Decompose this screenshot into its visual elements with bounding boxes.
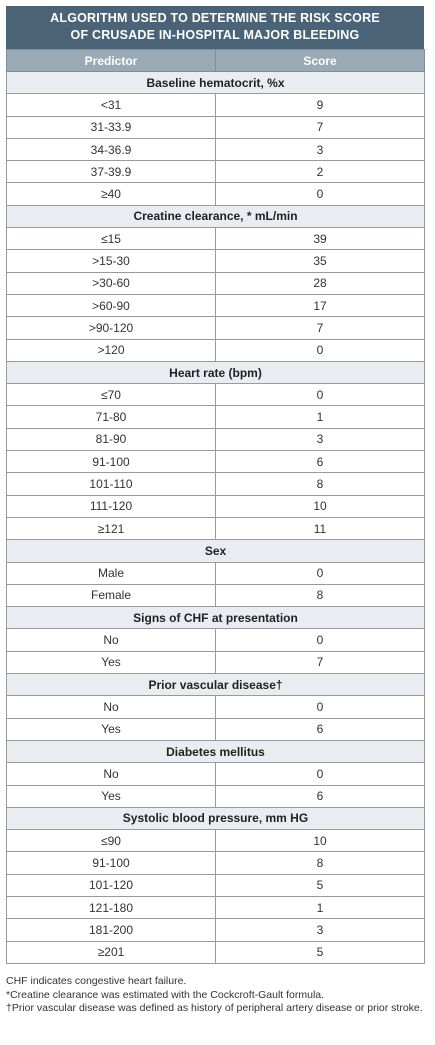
footnote-vascular: †Prior vascular disease was defined as history of peripheral artery disease or prior stroke. bbox=[6, 1002, 423, 1014]
predictor-cell: 121-180 bbox=[7, 896, 216, 918]
predictor-cell: ≥40 bbox=[7, 183, 216, 205]
score-cell: 35 bbox=[216, 250, 425, 272]
score-cell: 8 bbox=[216, 584, 425, 606]
score-cell: 1 bbox=[216, 896, 425, 918]
table-row bbox=[7, 116, 425, 138]
score-column-header: Score bbox=[216, 50, 425, 72]
section-heading: Heart rate (bpm) bbox=[7, 361, 425, 383]
score-cell: 6 bbox=[216, 718, 425, 740]
score-cell: 9 bbox=[216, 94, 425, 116]
score-cell: 6 bbox=[216, 785, 425, 807]
predictor-cell: 181-200 bbox=[7, 919, 216, 941]
predictor-cell: 111-120 bbox=[7, 495, 216, 517]
table-row bbox=[7, 785, 425, 807]
score-cell: 3 bbox=[216, 428, 425, 450]
score-cell: 0 bbox=[216, 763, 425, 785]
table-header-row bbox=[7, 50, 425, 72]
score-cell: 5 bbox=[216, 941, 425, 963]
predictor-cell: >30-60 bbox=[7, 272, 216, 294]
score-cell: 0 bbox=[216, 183, 425, 205]
score-cell: 1 bbox=[216, 406, 425, 428]
table-row bbox=[7, 651, 425, 673]
section-header-row bbox=[7, 72, 425, 94]
table-row bbox=[7, 495, 425, 517]
table-row bbox=[7, 294, 425, 316]
table-row bbox=[7, 718, 425, 740]
predictor-cell: No bbox=[7, 696, 216, 718]
table-row bbox=[7, 629, 425, 651]
table-row bbox=[7, 763, 425, 785]
section-header-row bbox=[7, 540, 425, 562]
predictor-cell: 91-100 bbox=[7, 451, 216, 473]
predictor-cell: Male bbox=[7, 562, 216, 584]
section-heading: Creatine clearance, * mL/min bbox=[7, 205, 425, 227]
table-row bbox=[7, 874, 425, 896]
predictor-cell: ≤15 bbox=[7, 228, 216, 250]
score-cell: 2 bbox=[216, 161, 425, 183]
table-row bbox=[7, 94, 425, 116]
table-row bbox=[7, 517, 425, 539]
predictor-cell: 81-90 bbox=[7, 428, 216, 450]
table-row bbox=[7, 339, 425, 361]
risk-score-table-container bbox=[6, 6, 424, 964]
table-row bbox=[7, 584, 425, 606]
predictor-cell: ≤70 bbox=[7, 384, 216, 406]
score-cell: 0 bbox=[216, 339, 425, 361]
predictor-cell: Yes bbox=[7, 718, 216, 740]
predictor-column-header: Predictor bbox=[7, 50, 216, 72]
section-header-row bbox=[7, 361, 425, 383]
table-row bbox=[7, 161, 425, 183]
predictor-cell: 37-39.9 bbox=[7, 161, 216, 183]
score-cell: 8 bbox=[216, 473, 425, 495]
table-row bbox=[7, 852, 425, 874]
table-row bbox=[7, 228, 425, 250]
section-header-row bbox=[7, 807, 425, 829]
risk-score-table bbox=[6, 49, 425, 964]
score-cell: 28 bbox=[216, 272, 425, 294]
predictor-cell: 91-100 bbox=[7, 852, 216, 874]
table-row bbox=[7, 473, 425, 495]
section-header-row bbox=[7, 205, 425, 227]
table-title bbox=[6, 6, 424, 49]
table-row bbox=[7, 562, 425, 584]
table-title-line-2: OF CRUSADE IN-HOSPITAL MAJOR BLEEDING bbox=[70, 28, 360, 42]
predictor-cell: <31 bbox=[7, 94, 216, 116]
predictor-cell: No bbox=[7, 763, 216, 785]
score-cell: 0 bbox=[216, 696, 425, 718]
score-cell: 6 bbox=[216, 451, 425, 473]
table-row bbox=[7, 384, 425, 406]
table-row bbox=[7, 183, 425, 205]
predictor-cell: Yes bbox=[7, 651, 216, 673]
table-body bbox=[7, 72, 425, 964]
footnote-creatine: *Creatine clearance was estimated with the Cockcroft-Gault formula. bbox=[6, 988, 325, 1001]
table-row bbox=[7, 941, 425, 963]
table-title-line-1: ALGORITHM USED TO DETERMINE THE RISK SCORE bbox=[50, 11, 380, 25]
table-row bbox=[7, 896, 425, 918]
table-row bbox=[7, 696, 425, 718]
footnotes bbox=[6, 975, 426, 1016]
predictor-cell: ≥121 bbox=[7, 517, 216, 539]
section-header-row bbox=[7, 740, 425, 762]
table-row bbox=[7, 451, 425, 473]
score-cell: 8 bbox=[216, 852, 425, 874]
predictor-cell: 101-110 bbox=[7, 473, 216, 495]
section-heading: Prior vascular disease† bbox=[7, 674, 425, 696]
predictor-cell: No bbox=[7, 629, 216, 651]
table-row bbox=[7, 138, 425, 160]
score-cell: 7 bbox=[216, 116, 425, 138]
predictor-cell: 71-80 bbox=[7, 406, 216, 428]
predictor-cell: 31-33.9 bbox=[7, 116, 216, 138]
predictor-cell: Female bbox=[7, 584, 216, 606]
predictor-cell: ≥201 bbox=[7, 941, 216, 963]
table-row bbox=[7, 406, 425, 428]
score-cell: 5 bbox=[216, 874, 425, 896]
score-cell: 0 bbox=[216, 562, 425, 584]
score-cell: 0 bbox=[216, 629, 425, 651]
section-header-row bbox=[7, 607, 425, 629]
predictor-cell: 34-36.9 bbox=[7, 138, 216, 160]
score-cell: 3 bbox=[216, 138, 425, 160]
section-heading: Systolic blood pressure, mm HG bbox=[7, 807, 425, 829]
predictor-cell: >90-120 bbox=[7, 317, 216, 339]
score-cell: 39 bbox=[216, 228, 425, 250]
table-row bbox=[7, 317, 425, 339]
table-row bbox=[7, 919, 425, 941]
score-cell: 0 bbox=[216, 384, 425, 406]
section-heading: Diabetes mellitus bbox=[7, 740, 425, 762]
predictor-cell: >120 bbox=[7, 339, 216, 361]
score-cell: 7 bbox=[216, 651, 425, 673]
score-cell: 7 bbox=[216, 317, 425, 339]
table-row bbox=[7, 272, 425, 294]
section-heading: Sex bbox=[7, 540, 425, 562]
table-row bbox=[7, 428, 425, 450]
footnote-chf: CHF indicates congestive heart failure. bbox=[6, 975, 187, 987]
table-row bbox=[7, 250, 425, 272]
predictor-cell: >15-30 bbox=[7, 250, 216, 272]
predictor-cell: >60-90 bbox=[7, 294, 216, 316]
section-header-row bbox=[7, 674, 425, 696]
predictor-cell: ≤90 bbox=[7, 830, 216, 852]
score-cell: 17 bbox=[216, 294, 425, 316]
score-cell: 3 bbox=[216, 919, 425, 941]
predictor-cell: Yes bbox=[7, 785, 216, 807]
score-cell: 11 bbox=[216, 517, 425, 539]
score-cell: 10 bbox=[216, 830, 425, 852]
section-heading: Baseline hematocrit, %x bbox=[7, 72, 425, 94]
section-heading: Signs of CHF at presentation bbox=[7, 607, 425, 629]
table-row bbox=[7, 830, 425, 852]
predictor-cell: 101-120 bbox=[7, 874, 216, 896]
score-cell: 10 bbox=[216, 495, 425, 517]
